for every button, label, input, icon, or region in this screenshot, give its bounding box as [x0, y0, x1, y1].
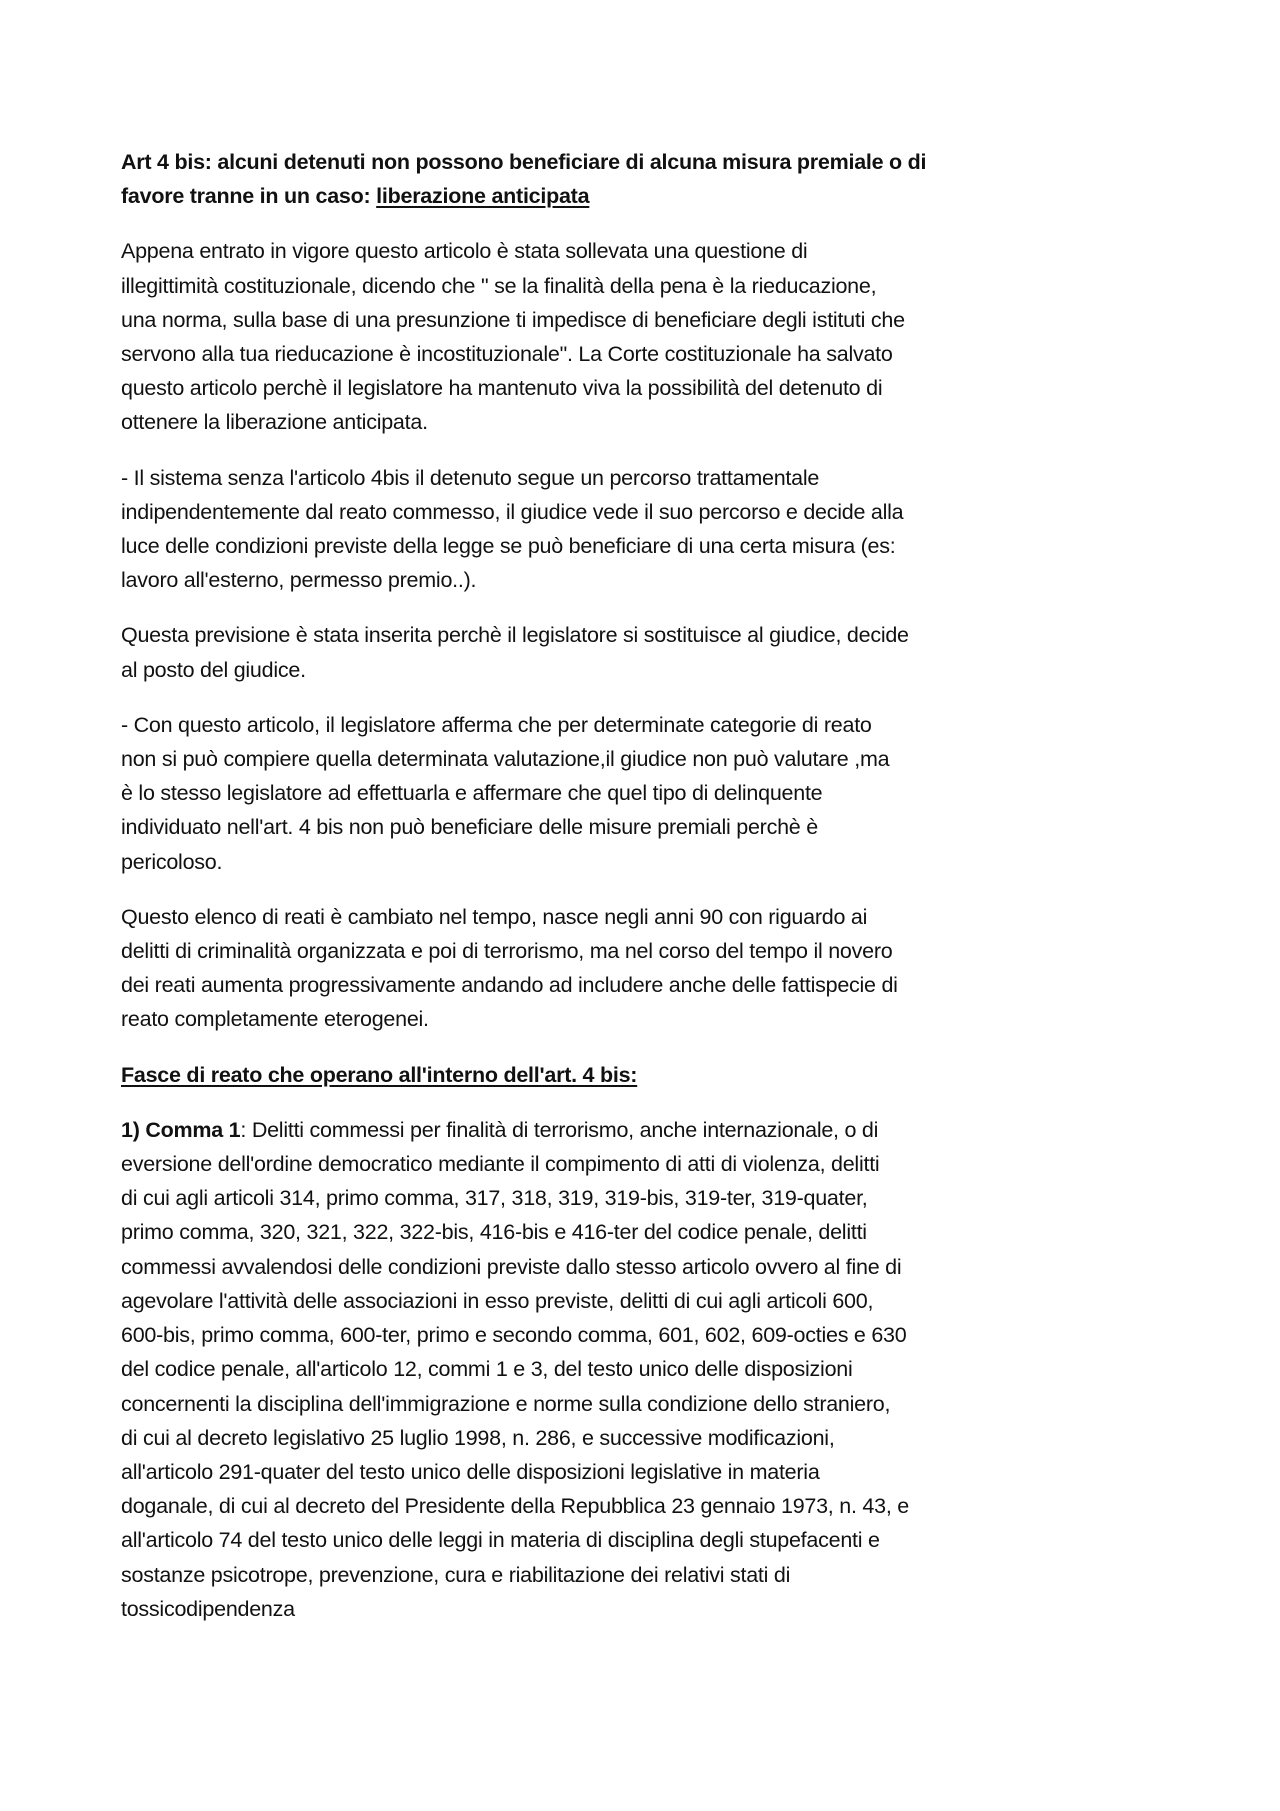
comma-line: all'articolo 74 del testo unico delle leggi in materia di disciplina degli stupefacenti e: [121, 1528, 880, 1553]
comma-line: tossicodipendenza: [121, 1596, 295, 1621]
comma-line: di cui al decreto legislativo 25 luglio 1998, n. 286, e successive modificazioni,: [121, 1425, 835, 1450]
paragraph-line: delitti di criminalità organizzata e poi di terrorismo, ma nel corso del tempo il novero: [121, 939, 893, 964]
paragraph-line: indipendentemente dal reato commesso, il giudice vede il suo percorso e decide alla: [121, 499, 904, 524]
title-line: Art 4 bis: alcuni detenuti non possono beneficiare di alcuna misura premiale o di: [121, 150, 927, 174]
paragraph-line: illegittimità costituzionale, dicendo che " se la finalità della pena è la rieducazione,: [121, 273, 877, 298]
comma-line: eversione dell'ordine democratico mediante il compimento di atti di violenza, delitti: [121, 1152, 880, 1177]
title-line: [121, 179, 1241, 213]
section-heading: [121, 1058, 1241, 1092]
paragraph: [121, 234, 1241, 439]
comma-line: sostanze psicotrope, prevenzione, cura e riabilitazione dei relativi stati di: [121, 1562, 791, 1587]
comma-line: primo comma, 320, 321, 322, 322-bis, 416-bis e 416-ter del codice penale, delitti: [121, 1220, 867, 1245]
paragraph-line: ottenere la liberazione anticipata.: [121, 410, 428, 435]
section-heading-text: Fasce di reato che operano all'interno dell'art. 4 bis:: [121, 1062, 638, 1087]
paragraph-line: dei reati aumenta progressivamente andando ad includere anche delle fattispecie di: [121, 973, 898, 998]
paragraph-line: Appena entrato in vigore questo articolo è stata sollevata una questione di: [121, 239, 808, 264]
document-title: [121, 145, 1241, 213]
comma-line: doganale, di cui al decreto del Presidente della Repubblica 23 gennaio 1973, n. 43, e: [121, 1494, 909, 1519]
comma-line: commessi avvalendosi delle condizioni previste dallo stesso articolo ovvero al fine di: [121, 1254, 902, 1279]
paragraph-line: è lo stesso legislatore ad effettuarla e affermare che quel tipo di delinquente: [121, 781, 823, 806]
paragraph-line: lavoro all'esterno, permesso premio..).: [121, 568, 477, 593]
comma-line: [121, 1113, 1241, 1147]
paragraph: [121, 900, 1241, 1037]
title-text: favore tranne in un caso:: [121, 184, 377, 209]
document-page: [121, 145, 1241, 1647]
paragraph-line: luce delle condizioni previste della legge se può beneficiare di una certa misura (es:: [121, 534, 896, 559]
paragraph: [121, 618, 1241, 686]
comma-line: del codice penale, all'articolo 12, commi 1 e 3, del testo unico delle disposizioni: [121, 1357, 853, 1382]
comma-text: : Delitti commessi per finalità di terrorismo, anche internazionale, o di: [240, 1117, 879, 1142]
paragraph-line: reato completamente eterogenei.: [121, 1007, 429, 1032]
paragraph-line: una norma, sulla base di una presunzione ti impedisce di beneficiare degli istituti che: [121, 307, 905, 332]
paragraph-line: - Con questo articolo, il legislatore afferma che per determinate categorie di reato: [121, 712, 872, 737]
title-underlined: liberazione anticipata: [376, 184, 590, 209]
paragraph-line: non si può compiere quella determinata valutazione,il giudice non può valutare ,ma: [121, 747, 890, 772]
paragraph: [121, 708, 1241, 879]
comma-1-paragraph: [121, 1113, 1241, 1626]
comma-label: 1) Comma 1: [121, 1117, 241, 1142]
paragraph-line: individuato nell'art. 4 bis non può beneficiare delle misure premiali perchè è: [121, 815, 818, 840]
comma-line: all'articolo 291-quater del testo unico delle disposizioni legislative in materia: [121, 1459, 820, 1484]
paragraph-line: Questa previsione è stata inserita perchè il legislatore si sostituisce al giudice, decide: [121, 623, 909, 648]
comma-line: agevolare l'attività delle associazioni in esso previste, delitti di cui agli articoli 600,: [121, 1288, 874, 1313]
paragraph-line: pericoloso.: [121, 849, 223, 874]
paragraph-line: servono alla tua rieducazione è incostituzionale". La Corte costituzionale ha salvato: [121, 342, 893, 367]
paragraph: [121, 461, 1241, 598]
body-paragraphs: [121, 234, 1241, 1036]
paragraph-line: questo articolo perchè il legislatore ha mantenuto viva la possibilità del detenuto di: [121, 376, 883, 401]
paragraph-line: Questo elenco di reati è cambiato nel tempo, nasce negli anni 90 con riguardo ai: [121, 904, 868, 929]
paragraph-line: - Il sistema senza l'articolo 4bis il detenuto segue un percorso trattamentale: [121, 465, 820, 490]
comma-line: di cui agli articoli 314, primo comma, 317, 318, 319, 319-bis, 319-ter, 319-quater,: [121, 1186, 868, 1211]
comma-line: concernenti la disciplina dell'immigrazione e norme sulla condizione dello straniero,: [121, 1391, 891, 1416]
paragraph-line: al posto del giudice.: [121, 657, 306, 682]
comma-line: 600-bis, primo comma, 600-ter, primo e secondo comma, 601, 602, 609-octies e 630: [121, 1323, 907, 1348]
